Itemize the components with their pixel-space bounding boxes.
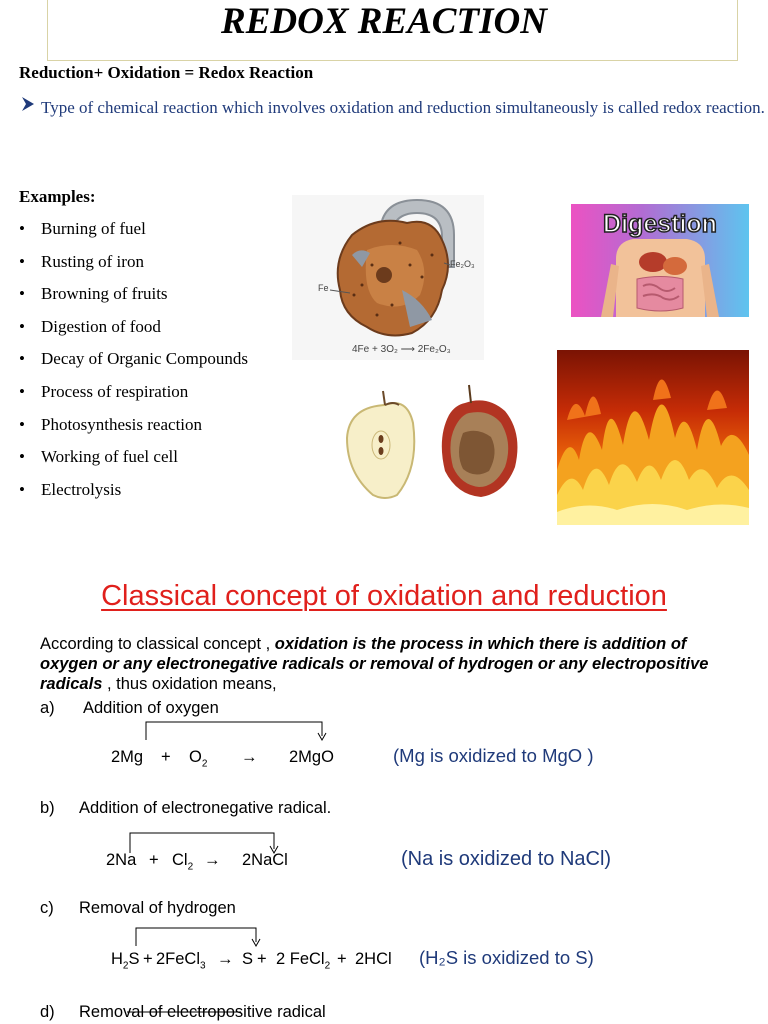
rust-reaction-label: 4Fe + 3O₂ ⟶ 2Fe₂O₃ — [352, 344, 451, 355]
arrow-bullet-icon — [20, 95, 36, 113]
item-b-label: Addition of electronegative radical. — [79, 799, 332, 817]
list-item: • Decay of Organic Compounds — [19, 346, 248, 379]
note-a: (Mg is oxidized to MgO ) — [393, 745, 594, 766]
intro-prefix: According to classical concept , — [40, 635, 275, 653]
list-item: • Working of fuel cell — [19, 444, 248, 477]
item-b-marker: b) — [40, 799, 55, 817]
item-a-marker: a) — [40, 699, 55, 717]
item-c-marker: c) — [40, 899, 54, 917]
burning-fuel-image — [557, 350, 749, 525]
list-item: • Photosynthesis reaction — [19, 412, 248, 445]
digestion-label: Digestion — [603, 210, 717, 238]
examples-list — [19, 216, 248, 509]
reaction-bracket-a — [140, 720, 330, 742]
list-item: • Browning of fruits — [19, 281, 248, 314]
reaction-bracket-c — [130, 924, 270, 950]
definition-text: Type of chemical reaction which involves oxidation and reduction simultaneously is called redox reaction. — [41, 98, 765, 117]
examples-heading: Examples: — [19, 187, 96, 206]
list-item: • Process of respiration — [19, 379, 248, 412]
section-heading: Classical concept of oxidation and reduction — [101, 580, 667, 612]
intro-suffix: , thus oxidation means, — [102, 675, 277, 693]
note-c: (H₂S is oxidized to S) — [419, 947, 594, 968]
page-title: REDOX REACTION — [221, 1, 547, 42]
rusting-iron-image — [292, 195, 484, 360]
note-b: (Na is oxidized to NaCl) — [401, 848, 612, 870]
oxide-label: Fe₂O₃ — [450, 259, 475, 269]
definition-block — [20, 93, 765, 122]
item-a-label: Addition of oxygen — [83, 699, 219, 717]
strike-line — [125, 1008, 245, 1018]
list-item: • Rusting of iron — [19, 249, 248, 282]
list-item: • Burning of fuel — [19, 216, 248, 249]
digestion-image — [571, 204, 749, 317]
item-d-marker: d) — [40, 1003, 55, 1021]
browning-apple-image — [337, 383, 531, 503]
fe-label: Fe — [318, 283, 329, 293]
item-d-label: Removal of electropositive radical — [79, 1003, 326, 1021]
intro-paragraph — [40, 634, 740, 694]
list-item: • Digestion of food — [19, 314, 248, 347]
intro-emphasis: oxidation is the process in which there is addition of oxygen or any electronegative radicals or removal of hydrogen or any electropositive radicals — [40, 635, 709, 693]
redox-equation: Reduction+ Oxidation = Redox Reaction — [19, 63, 314, 82]
list-item: • Electrolysis — [19, 477, 248, 510]
item-c-label: Removal of hydrogen — [79, 899, 236, 917]
